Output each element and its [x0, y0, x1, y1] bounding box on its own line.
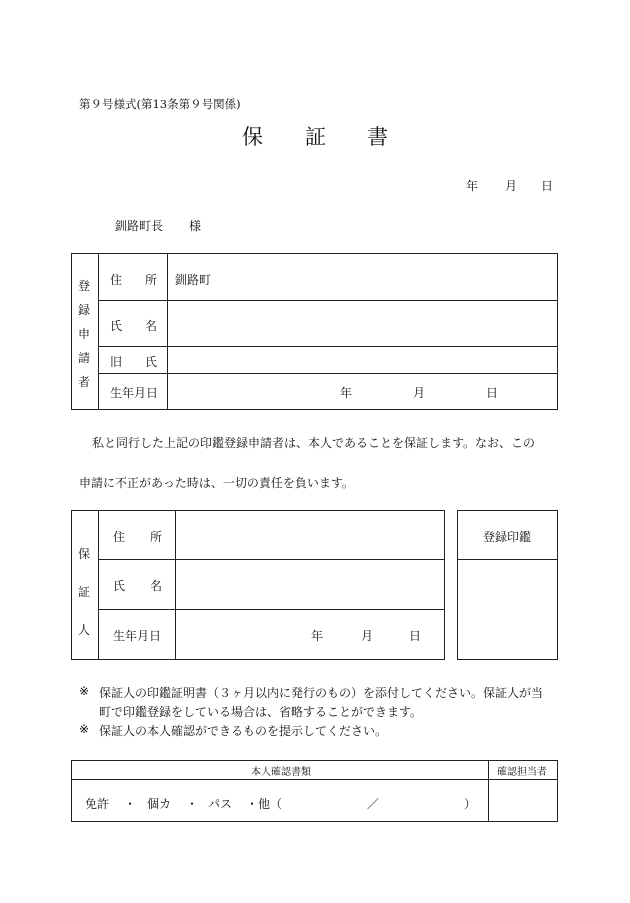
id-table-divider	[71, 779, 558, 780]
seal-box-divider	[457, 559, 558, 560]
title-char-2: 証	[305, 125, 326, 149]
guarantor-birth-month-label: 月	[361, 629, 374, 643]
guarantor-divider	[175, 510, 176, 660]
guarantor-side-label-char: 人	[78, 623, 91, 637]
id-table-divider	[488, 760, 489, 822]
applicant-side-label-char: 申	[78, 327, 91, 341]
address-label: 所	[145, 273, 158, 287]
id-option-separator: ・	[186, 797, 199, 811]
address-label: 住	[110, 273, 123, 287]
guarantor-name-label: 名	[150, 579, 163, 593]
guarantor-birth-year-label: 年	[311, 629, 324, 643]
name-label: 氏	[110, 319, 123, 333]
id-option-license[interactable]: 免許	[85, 797, 110, 811]
statement-line-1: 私と同行した上記の印鑑登録申請者は、本人であることを保証します。なお、この	[92, 436, 536, 450]
applicant-divider	[98, 300, 558, 301]
id-option-passport[interactable]: パス	[208, 797, 233, 811]
addressee-honorific: 様	[189, 219, 202, 233]
applicant-divider	[167, 253, 168, 410]
guarantor-birth-day-label: 日	[409, 629, 422, 643]
applicant-divider	[98, 373, 558, 374]
guarantor-side-label-char: 保	[78, 547, 91, 561]
former-surname-label: 旧	[110, 355, 123, 369]
id-table-border	[71, 760, 558, 822]
applicant-address-value[interactable]: 釧路町	[175, 273, 212, 287]
seal-impression-area[interactable]	[462, 564, 553, 654]
note-1-line-2: 町で印鑑登録をしている場合は、省略することができます。	[99, 705, 423, 719]
birth-day-label: 日	[486, 386, 499, 400]
form-number: 第９号様式(第13条第９号関係)	[79, 97, 241, 111]
guarantor-divider	[98, 510, 99, 660]
guarantor-name-field[interactable]	[183, 577, 438, 593]
name-label: 名	[145, 319, 158, 333]
id-option-mynumber-card[interactable]: 個カ	[147, 797, 172, 811]
former-surname-label: 氏	[145, 355, 158, 369]
id-documents-header: 本人確認書類	[251, 767, 311, 778]
applicant-name-field[interactable]	[175, 317, 545, 333]
applicant-divider	[98, 346, 558, 347]
note-mark: ※	[79, 722, 90, 736]
id-option-close-paren: ）	[464, 797, 477, 811]
guarantor-birthdate-label: 生年月日	[113, 629, 162, 643]
title-char-1: 保	[242, 125, 263, 149]
birth-month-label: 月	[413, 386, 426, 400]
guarantor-side-label-char: 証	[78, 585, 91, 599]
birth-year-label: 年	[340, 386, 353, 400]
applicant-divider	[98, 253, 99, 410]
registered-seal-label: 登録印鑑	[483, 530, 532, 544]
guarantor-address-label: 住	[113, 530, 126, 544]
applicant-side-label-char: 者	[78, 375, 91, 389]
confirming-staff-header: 確認担当者	[497, 767, 547, 778]
guarantor-address-field[interactable]	[183, 528, 438, 544]
applicant-side-label-char: 請	[78, 351, 91, 365]
note-1-line-1: 保証人の印鑑証明書（３ヶ月以内に発行のもの）を添付してください。保証人が当	[99, 686, 544, 700]
note-2: 保証人の本人確認ができるものを提示してください。	[99, 724, 388, 738]
confirming-staff-field[interactable]	[493, 784, 553, 818]
applicant-side-label-char: 登	[78, 279, 91, 293]
applicant-side-label-char: 録	[78, 303, 91, 317]
date-day-label: 日	[541, 179, 554, 193]
statement-line-2: 申請に不正があった時は、一切の責任を負います。	[79, 476, 354, 490]
guarantor-name-label: 氏	[113, 579, 126, 593]
id-option-slash: ／	[367, 797, 380, 811]
applicant-former-surname-field[interactable]	[175, 353, 545, 369]
date-month-label: 月	[505, 179, 518, 193]
note-mark: ※	[79, 684, 90, 698]
date-year-label: 年	[466, 179, 479, 193]
addressee-name: 釧路町長	[115, 219, 164, 233]
birthdate-label: 生年月日	[110, 386, 159, 400]
guarantor-divider	[98, 609, 445, 610]
id-option-other[interactable]: ・他（	[246, 797, 283, 811]
title-char-3: 書	[367, 125, 388, 149]
addressee	[115, 217, 202, 234]
guarantor-address-label: 所	[150, 530, 163, 544]
id-option-separator: ・	[124, 797, 137, 811]
guarantor-divider	[98, 559, 445, 560]
